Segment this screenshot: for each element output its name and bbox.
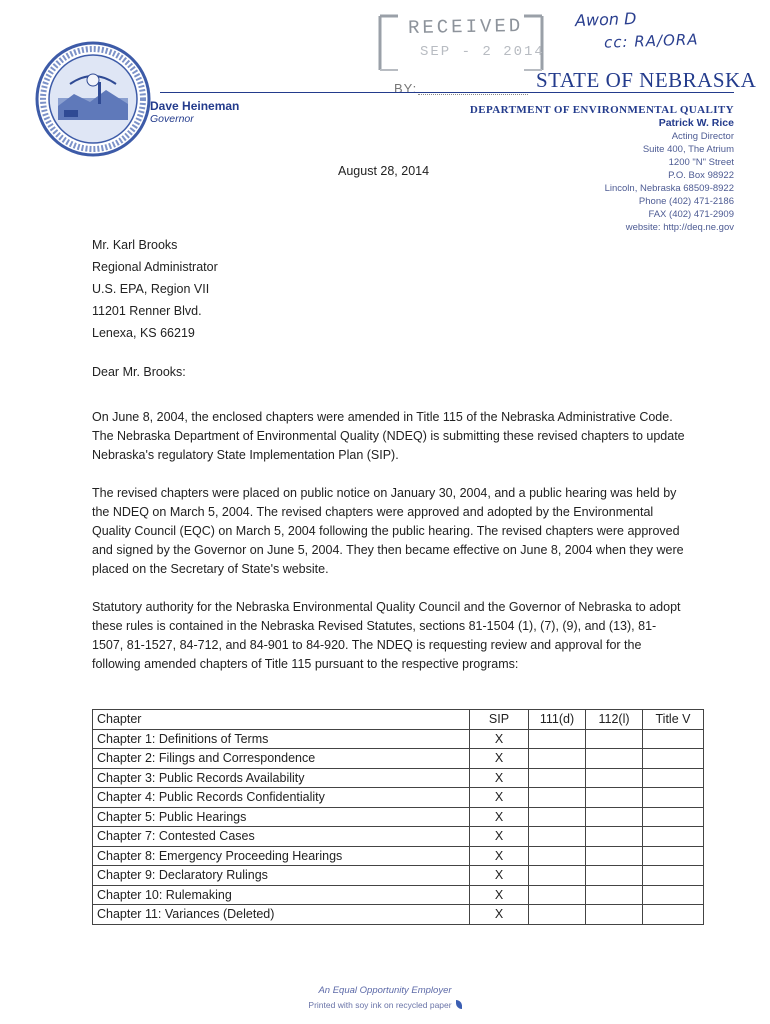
111d-cell	[529, 905, 586, 925]
sip-cell: X	[470, 807, 529, 827]
sip-cell: X	[470, 729, 529, 749]
title-v-cell	[643, 905, 704, 925]
title-v-cell	[643, 846, 704, 866]
sip-cell: X	[470, 749, 529, 769]
address-line: Suite 400, The Atrium	[642, 144, 734, 155]
112l-cell	[586, 905, 643, 925]
title-v-cell	[643, 807, 704, 827]
112l-cell	[586, 749, 643, 769]
sip-cell: X	[470, 768, 529, 788]
112l-cell	[586, 846, 643, 866]
address-line: Lincoln, Nebraska 68509-8922	[604, 183, 734, 194]
chapter-cell: Chapter 10: Rulemaking	[93, 885, 470, 905]
sip-cell: X	[470, 788, 529, 808]
recipient-line: U.S. EPA, Region VII	[92, 282, 210, 296]
112l-cell	[586, 827, 643, 847]
body-paragraph: The revised chapters were placed on public notice on January 30, 2004, and a public hearing was held by the NDEQ on March 5, 2004. The revised chapters were approved and adopted by the Environmental Quality Council (EQC) on March 5, 2004 following the public hearing. The revised chapters were approved and signed by the Governor on June 5, 2004. They then became effective on June 8, 2004 when they were placed on the Secretary of State's website.	[92, 486, 684, 576]
recipient-line: Lenexa, KS 66219	[92, 326, 195, 340]
recipient-line: 11201 Renner Blvd.	[92, 304, 202, 318]
body-paragraph: On June 8, 2004, the enclosed chapters were amended in Title 115 of the Nebraska Administrative Code. The Nebraska Department of Environmental Quality (NDEQ) is submitting these revised chapters to update Nebraska's regulatory State Implementation Plan (SIP).	[92, 410, 685, 462]
governor-name: Dave Heineman	[150, 99, 240, 113]
letter-date: August 28, 2014	[338, 164, 430, 178]
column-header-sip: SIP	[470, 710, 529, 730]
table-row	[93, 905, 704, 925]
table-row	[93, 866, 704, 886]
address-line: 1200 "N" Street	[668, 157, 734, 168]
department-name: DEPARTMENT OF ENVIRONMENTAL QUALITY	[469, 104, 734, 116]
sip-cell: X	[470, 885, 529, 905]
column-header-chapter: Chapter	[93, 710, 470, 730]
website-link[interactable]: website: http://deq.ne.gov	[625, 222, 734, 233]
sip-cell: X	[470, 846, 529, 866]
title-v-cell	[643, 866, 704, 886]
table-row	[93, 827, 704, 847]
title-v-cell	[643, 788, 704, 808]
recipient-line: Mr. Karl Brooks	[92, 238, 178, 252]
handwritten-note-2: cc: RA/ORA	[603, 30, 699, 52]
received-stamp-date: SEP - 2 2014	[420, 44, 545, 60]
111d-cell	[529, 827, 586, 847]
table-row	[93, 729, 704, 749]
111d-cell	[529, 749, 586, 769]
fax-line: FAX (402) 471-2909	[648, 209, 734, 220]
chapter-cell: Chapter 2: Filings and Correspondence	[93, 749, 470, 769]
table-row	[93, 768, 704, 788]
chapter-cell: Chapter 4: Public Records Confidentiality	[93, 788, 470, 808]
111d-cell	[529, 866, 586, 886]
sip-cell: X	[470, 866, 529, 886]
footer-recycled-paper	[0, 1000, 770, 1010]
111d-cell	[529, 807, 586, 827]
received-stamp-text: RECEIVED	[407, 14, 524, 40]
table-header-row	[93, 710, 704, 730]
title-v-cell	[643, 749, 704, 769]
sip-cell: X	[470, 905, 529, 925]
leaf-icon	[456, 1000, 462, 1009]
recipient-line: Regional Administrator	[92, 260, 218, 274]
chapter-cell: Chapter 5: Public Hearings	[93, 807, 470, 827]
column-header-111d: 111(d)	[529, 710, 586, 730]
112l-cell	[586, 768, 643, 788]
table-row	[93, 846, 704, 866]
footer-equal-opportunity: An Equal Opportunity Employer	[318, 985, 452, 996]
chapter-cell: Chapter 8: Emergency Proceeding Hearings	[93, 846, 470, 866]
sip-cell: X	[470, 827, 529, 847]
letterhead-rule	[160, 92, 734, 93]
chapter-cell: Chapter 7: Contested Cases	[93, 827, 470, 847]
chapter-cell: Chapter 3: Public Records Availability	[93, 768, 470, 788]
chapters-table	[92, 709, 704, 925]
department-block	[470, 104, 734, 234]
chapter-cell: Chapter 1: Definitions of Terms	[93, 729, 470, 749]
112l-cell	[586, 729, 643, 749]
title-v-cell	[643, 885, 704, 905]
111d-cell	[529, 768, 586, 788]
112l-cell	[586, 885, 643, 905]
title-v-cell	[643, 729, 704, 749]
column-header-title-v: Title V	[643, 710, 704, 730]
address-line: P.O. Box 98922	[668, 170, 734, 181]
director-name: Patrick W. Rice	[658, 117, 734, 129]
salutation: Dear Mr. Brooks:	[92, 365, 186, 379]
title-v-cell	[643, 768, 704, 788]
governor-title: Governor	[150, 113, 194, 125]
112l-cell	[586, 807, 643, 827]
recipient-address	[92, 234, 218, 344]
title-v-cell	[643, 827, 704, 847]
table-row	[93, 749, 704, 769]
nebraska-state-seal-icon	[34, 40, 152, 158]
111d-cell	[529, 788, 586, 808]
111d-cell	[529, 729, 586, 749]
table-row	[93, 885, 704, 905]
received-stamp-by-line	[418, 94, 528, 95]
body-paragraph: Statutory authority for the Nebraska Environmental Quality Council and the Governor of Nebraska to adopt these rules is contained in the Nebraska Revised Statutes, sections 81-1504 (1), (7), (9), and (13), 81-1507, 81-1527, 84-712, and 84-901 to 84-920. The NDEQ is requesting review and approval for the following amended chapters of Title 115 pursuant to the respective programs:	[92, 600, 681, 671]
handwritten-note-1: Awon D	[574, 8, 637, 31]
director-title: Acting Director	[671, 131, 734, 142]
table-row	[93, 788, 704, 808]
chapter-cell: Chapter 11: Variances (Deleted)	[93, 905, 470, 925]
letterhead-state-name: STATE OF NEBRASKA	[536, 68, 757, 92]
111d-cell	[529, 885, 586, 905]
112l-cell	[586, 866, 643, 886]
received-stamp-by: BY:	[394, 81, 418, 96]
footer-recycled-text: Printed with soy ink on recycled paper	[308, 1000, 452, 1010]
111d-cell	[529, 846, 586, 866]
phone-line: Phone (402) 471-2186	[638, 196, 734, 207]
chapter-cell: Chapter 9: Declaratory Rulings	[93, 866, 470, 886]
column-header-112l: 112(l)	[586, 710, 643, 730]
table-row	[93, 807, 704, 827]
112l-cell	[586, 788, 643, 808]
